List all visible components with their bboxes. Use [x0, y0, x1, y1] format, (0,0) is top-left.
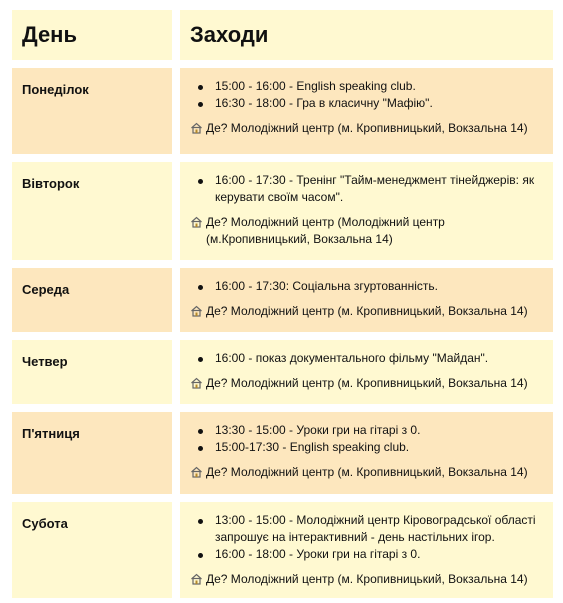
- day-label: Субота: [22, 516, 68, 531]
- event-item: 13:00 - 15:00 - Молодіжний центр Кіровоградської області запрошує на інтерактивний - день настільних ігор.: [190, 512, 541, 546]
- location-text: Де? Молодіжний центр (м. Кропивницький, Вокзальна 14): [206, 376, 528, 390]
- event-item: 15:00 - 16:00 - English speaking club.: [190, 78, 541, 95]
- location-text: Де? Молодіжний центр (м. Кропивницький, Вокзальна 14): [206, 572, 528, 586]
- day-cell-monday: [12, 68, 172, 154]
- location-line: [190, 303, 541, 320]
- event-item: 16:00 - 18:00 - Уроки гри на гітарі з 0.: [190, 546, 541, 563]
- event-item: 13:30 - 15:00 - Уроки гри на гітарі з 0.: [190, 422, 541, 439]
- event-item: 15:00-17:30 - English speaking club.: [190, 439, 541, 456]
- event-list: [190, 350, 541, 367]
- events-cell-saturday: [180, 502, 553, 598]
- events-cell-tuesday: [180, 162, 553, 260]
- event-item: 16:00 - 17:30 - Тренінг "Тайм-менеджмент тінейджерів: як керувати своїм часом".: [190, 172, 541, 206]
- day-label: П'ятниця: [22, 426, 80, 441]
- day-label: Понеділок: [22, 82, 89, 97]
- house-icon: [190, 303, 204, 320]
- event-list: [190, 278, 541, 295]
- header-events: Заходи: [180, 10, 553, 60]
- location-line: [190, 120, 541, 137]
- event-item: 16:00 - показ документального фільму "Майдан".: [190, 350, 541, 367]
- day-cell-wednesday: [12, 268, 172, 332]
- event-list: [190, 512, 541, 563]
- location-text: Де? Молодіжний центр (Молодіжний центр (м.Кропивницький, Вокзальна 14): [206, 215, 445, 246]
- day-cell-friday: [12, 412, 172, 494]
- day-cell-saturday: [12, 502, 172, 598]
- events-cell-friday: [180, 412, 553, 494]
- location-text: Де? Молодіжний центр (м. Кропивницький, Вокзальна 14): [206, 304, 528, 318]
- location-line: [190, 571, 541, 588]
- day-label: Середа: [22, 282, 70, 297]
- house-icon: [190, 571, 204, 588]
- event-list: [190, 172, 541, 206]
- day-cell-thursday: [12, 340, 172, 404]
- header-day: День: [12, 10, 172, 60]
- house-icon: [190, 464, 204, 481]
- event-item: 16:00 - 17:30: Соціальна згуртованність.: [190, 278, 541, 295]
- location-line: [190, 375, 541, 392]
- event-item: 16:30 - 18:00 - Гра в класичну "Мафію".: [190, 95, 541, 112]
- location-line: [190, 214, 541, 248]
- house-icon: [190, 214, 204, 248]
- day-cell-tuesday: [12, 162, 172, 260]
- day-label: Четвер: [22, 354, 68, 369]
- location-line: [190, 464, 541, 481]
- events-cell-monday: [180, 68, 553, 154]
- event-list: [190, 78, 541, 112]
- house-icon: [190, 375, 204, 392]
- events-cell-thursday: [180, 340, 553, 404]
- events-cell-wednesday: [180, 268, 553, 332]
- location-text: Де? Молодіжний центр (м. Кропивницький, Вокзальна 14): [206, 465, 528, 479]
- location-text: Де? Молодіжний центр (м. Кропивницький, Вокзальна 14): [206, 121, 528, 135]
- house-icon: [190, 120, 204, 137]
- day-label: Вівторок: [22, 176, 80, 191]
- event-list: [190, 422, 541, 456]
